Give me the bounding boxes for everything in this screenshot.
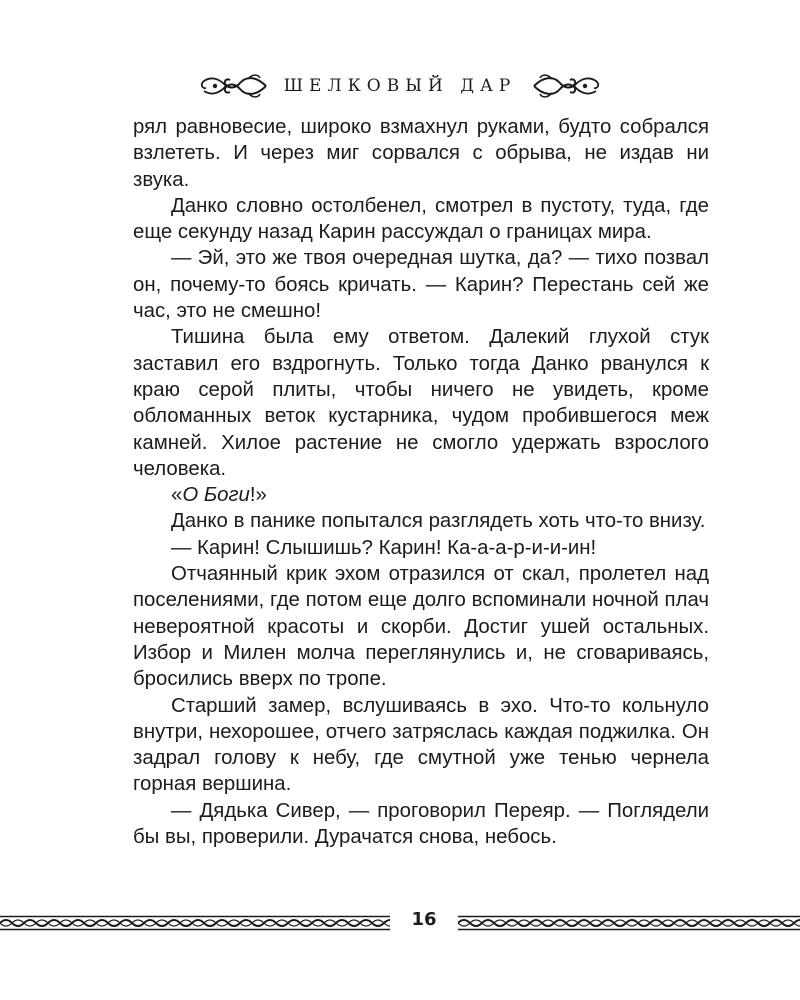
running-header (0, 66, 800, 106)
exclamation-paragraph (133, 482, 709, 508)
paragraph: Отчаянный крик эхом отразился от скал, пролетел над поселениями, где потом еще долго вспоминали ночной плач невероятной красоты и скорби. Достиг ушей остальных. Избор и Милен молча переглянулись и, не сговариваясь, бросились вверх по тропе. (133, 563, 709, 691)
book-title: ШЕЛКОВЫЙ ДАР (283, 76, 517, 96)
paragraph: — Карин! Слышишь? Карин! Ка-а-а-р-и-и-ин! (171, 536, 597, 559)
scroll-ornament-icon (532, 71, 604, 101)
page-footer (0, 905, 800, 941)
body-text (133, 114, 709, 850)
paragraph: — Эй, это же твоя очередная шутка, да? — тихо позвал он, почему-то боясь кричать. — Карин? Перестань сей же час, это не смешно! (133, 247, 709, 323)
paragraph: рял равновесие, широко взмахнул руками, будто собрался взлететь. И через миг сорвался с обрыва, не издав ни звука. (133, 116, 709, 191)
paragraph: Данко в панике попытался разглядеть хоть что-то внизу. (171, 510, 706, 533)
open-quote: « (171, 484, 183, 507)
paragraph: Тишина была ему ответом. Далекий глухой стук заставил его вздрогнуть. Только тогда Данко рванулся к краю серой плиты, чтобы ничего не увидеть, кроме обломанных веток кустарника, чудом пробившегося меж камней. Хилое растение не смогло удержать взрослого человека. (133, 326, 709, 480)
rope-border-icon (0, 915, 390, 931)
paragraph: — Дядька Сивер, — проговорил Переяр. — Поглядели бы вы, проверили. Дурачатся снова, небось. (133, 799, 709, 849)
italic-exclamation: О Боги (182, 484, 250, 507)
page-number: 16 (411, 909, 437, 930)
scroll-ornament-icon (196, 71, 268, 101)
close-quote: !» (249, 484, 267, 507)
paragraph: Старший замер, вслушиваясь в эхо. Что-то кольнуло внутри, нехорошее, отчего затряслась каждая поджилка. Он задрал голову к небу, где смутной уже тенью чернела горная вершина. (133, 694, 709, 796)
paragraph: Данко словно остолбенел, смотрел в пустоту, туда, где еще секунду назад Карин рассуждал о границах мира. (133, 194, 709, 244)
rope-border-icon (458, 915, 800, 931)
